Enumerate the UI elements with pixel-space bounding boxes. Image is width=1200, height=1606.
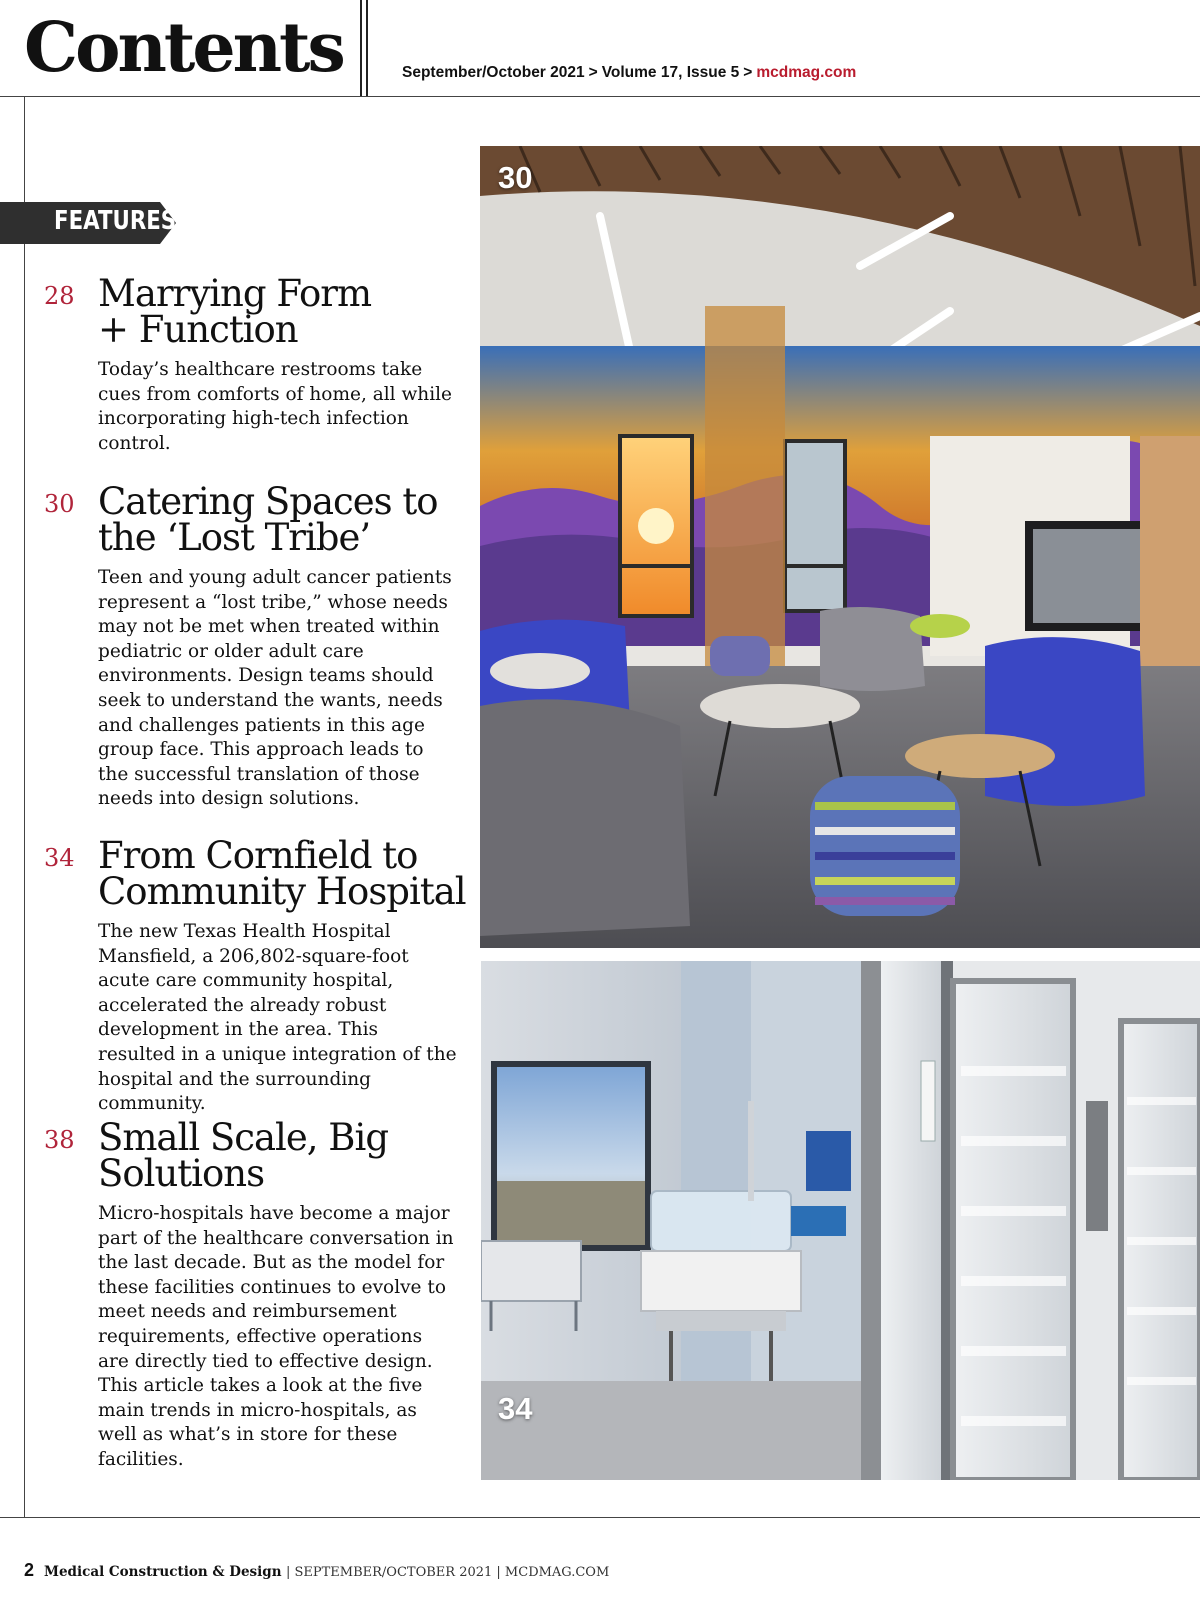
lounge-photo-image bbox=[480, 146, 1200, 948]
article-title-line: Community Hospital bbox=[98, 870, 466, 913]
header-divider bbox=[360, 0, 362, 96]
page-footer bbox=[24, 1560, 609, 1581]
breadcrumb-separator: > bbox=[588, 64, 598, 81]
article-description: Micro-hospitals have become a major part of the healthcare conversation in the last decade. But as the model for these facilities continues to evolve to meet needs and reimbursement requirements, effective operations are directly tied to effective design. This article takes a look at the five main trends in micro-hospitals, as well as what’s in store for these facilities. bbox=[98, 1203, 454, 1470]
article-description: Teen and young adult cancer patients represent a “lost tribe,” whose needs may not be met when treated within pediatric or older adult care environments. Design teams should seek to understand the wants, needs and challenges patients in this age group face. This approach leads to the successful translation of those needs into design solutions. bbox=[98, 567, 452, 810]
left-margin-rule bbox=[24, 97, 25, 1517]
footer-magazine-name: Medical Construction & Design bbox=[44, 1564, 282, 1580]
lounge-photo[interactable] bbox=[480, 146, 1200, 948]
article-title[interactable] bbox=[98, 480, 508, 559]
article-page-number: 38 bbox=[44, 1126, 75, 1154]
article-title-line: + Function bbox=[98, 308, 298, 351]
article-title-line: Marrying Form bbox=[98, 272, 372, 315]
header-rule bbox=[0, 96, 1200, 97]
article-title-line: Small Scale, Big bbox=[98, 1116, 389, 1159]
article-description: Today’s healthcare restrooms take cues from comforts of home, all while incorporating high-tech infection control. bbox=[98, 359, 452, 454]
article-description: The new Texas Health Hospital Mansfield, a 206,802-square-foot acute care community hospital, accelerated the already robust development in the area. This resulted in a unique integration of the hospital and the surrounding community. bbox=[98, 921, 457, 1115]
article-title[interactable] bbox=[98, 834, 508, 913]
footer-rule bbox=[0, 1517, 1200, 1518]
features-banner-label: FEATURES bbox=[54, 206, 177, 236]
breadcrumb-separator: > bbox=[743, 64, 753, 81]
article-title-line: Solutions bbox=[98, 1152, 265, 1195]
issue-volume: Volume 17, Issue 5 bbox=[601, 64, 740, 81]
article-page-number: 30 bbox=[44, 490, 75, 518]
issue-line bbox=[402, 64, 856, 82]
article-page-number: 34 bbox=[44, 844, 75, 872]
footer-issue-details: | SEPTEMBER/OCTOBER 2021 | MCDMAG.COM bbox=[285, 1565, 610, 1580]
photo-page-label: 30 bbox=[498, 160, 533, 195]
article-title-line: Catering Spaces to bbox=[98, 480, 438, 523]
website-link[interactable]: mcdmag.com bbox=[756, 64, 857, 81]
article-title-line: the ‘Lost Tribe’ bbox=[98, 516, 371, 559]
article-title[interactable] bbox=[98, 272, 508, 351]
article-page-number: 28 bbox=[44, 282, 75, 310]
footer-page-number: 2 bbox=[24, 1560, 35, 1580]
photo-page-label: 34 bbox=[498, 1391, 533, 1426]
article-title-line: From Cornfield to bbox=[98, 834, 418, 877]
nicu-room-photo[interactable] bbox=[481, 961, 1200, 1480]
nicu-room-photo-image bbox=[481, 961, 1200, 1480]
article-title[interactable] bbox=[98, 1116, 508, 1195]
issue-date: September/October 2021 bbox=[402, 64, 585, 81]
header-divider-secondary bbox=[366, 0, 368, 96]
page-title: Contents bbox=[24, 8, 343, 88]
